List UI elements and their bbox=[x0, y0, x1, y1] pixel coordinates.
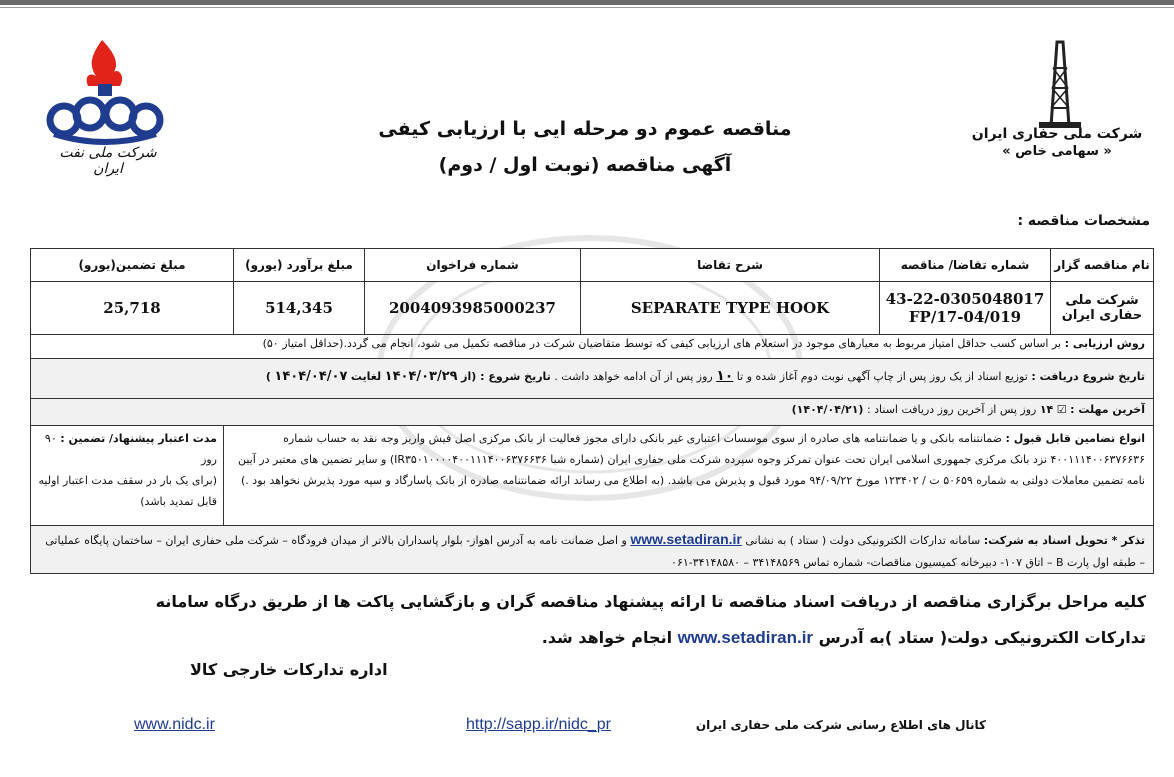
spec-label: مشخصات مناقصه : bbox=[1017, 213, 1150, 229]
guarantee-text: ضمانتنامه بانکی و یا ضمانتنامه های صادره از سوی موسسات اعتباری غیر بانکی دارای مجوز فعالیت از بانک مرکزی اصل فیش واریز وجه نقد به حساب شماره ۴۰۰۱۱۱۴۰۰۶۳۷۶۶۳۶ نزد بانک مرکزی جمهوری اسلامی ایران تحت عنوان تمرکز وجوه سپرده شرکت ملی حفاری ایران (شماره شبا IR۳۵۰۱۰۰۰۰۴۰۰۱۱۱۴۰۰۶۳۷۶۶۳۶) و سایر تضمین های معتبر در آیین نامه تضمین معاملات دولتی به شماره ۵۰۶۵۹ ت / ۱۲۳۴۰۲ مورخ ۹۴/۰۹/۲۲ مورد قبول و پذیرش می باشد. (به اطلاع می رساند ارائه ضمانتنامه صادره از بانک پاسارگاد و سپه مورد پذیرش نخواهد بود .) bbox=[237, 432, 1145, 487]
nidc-name: شرکت ملی حفاری ایران bbox=[971, 126, 1143, 142]
nioc-name: شرکت ملی نفت ایران bbox=[59, 145, 157, 177]
deadline-text: روز پس از آخرین روز دریافت اسناد : bbox=[866, 403, 1037, 416]
validity-note: (برای یک بار در سقف مدت اعتبار اولیه قابل تمدید باشد) bbox=[38, 474, 217, 508]
guarantee-types bbox=[224, 426, 1153, 525]
top-border bbox=[0, 0, 1174, 5]
deadline-value: ۱۴ bbox=[1039, 403, 1054, 416]
nidc-name-block bbox=[962, 126, 1152, 159]
channel-label: کانال های اطلاع رسانی شرکت ملی حفاری ایران bbox=[695, 718, 986, 732]
validity-value: ۹۰ روز bbox=[44, 432, 217, 466]
receipt-start-date: ۱۴۰۴/۰۳/۲۹ bbox=[384, 369, 458, 384]
footer-line-2a: تدارکات الکترونیکی دولت( ستاد )به آدرس bbox=[818, 628, 1146, 647]
receipt-row bbox=[30, 359, 1154, 399]
evaluation-label: روش ارزیابی : bbox=[1064, 337, 1145, 350]
footer-line-2 bbox=[146, 620, 1146, 656]
page-title: مناقصه عموم دو مرحله ایی با ارزیابی کیفی bbox=[378, 118, 792, 140]
receipt-close: ) bbox=[265, 370, 271, 383]
cell-description: SEPARATE TYPE HOOK bbox=[581, 282, 880, 335]
guarantee-row bbox=[30, 426, 1154, 526]
note-text-a: سامانه تدارکات الکترونیکی دولت ( ستاد ) به نشانی bbox=[745, 534, 981, 547]
cell-request-no bbox=[880, 282, 1051, 335]
footer-setad-link[interactable]: www.setadiran.ir bbox=[677, 628, 814, 647]
col-description: شرح تقاضا bbox=[581, 249, 880, 282]
nidc-website-link[interactable]: www.nidc.ir bbox=[134, 716, 215, 733]
note-label: تذکر * تحویل اسناد به شرکت: bbox=[983, 534, 1145, 547]
cell-org: شرکت ملی حفاری ایران bbox=[1051, 282, 1154, 335]
receipt-text-b: روز پس از آن ادامه خواهد داشت . bbox=[554, 370, 713, 383]
col-call-no: شماره فراخوان bbox=[365, 249, 581, 282]
request-no-2: FP/17-04/019 bbox=[908, 308, 1022, 326]
receipt-days: ۱۰ bbox=[716, 368, 734, 384]
cell-call-no: 2004093985000237 bbox=[365, 282, 581, 335]
spec-table-header-row bbox=[31, 249, 1154, 282]
guarantee-label: انواع تضامین قابل قبول : bbox=[1005, 432, 1145, 445]
deadline-label: آخرین مهلت : bbox=[1070, 403, 1145, 416]
col-request-no: شماره تقاضا/ مناقصه bbox=[880, 249, 1051, 282]
receipt-label: تاریخ شروع دریافت : bbox=[1031, 370, 1145, 383]
spec-table bbox=[30, 248, 1154, 335]
receipt-until-label: لغایت bbox=[350, 370, 382, 383]
receipt-text-a: توزیع اسناد از یک روز پس از چاپ آگهی نوبت دوم آغاز شده و تا bbox=[736, 370, 1028, 383]
footer-line-2b: انجام خواهد شد. bbox=[541, 628, 673, 647]
footer-line-1: کلیه مراحل برگزاری مناقصه از دریافت اسناد مناقصه تا ارائه پیشنهاد مناقصه گران و بازگشایی پاکت ها از طریق درگاه سامانه bbox=[155, 592, 1146, 611]
top-border-thin bbox=[0, 7, 1174, 8]
validity-label: مدت اعتبار پیشنهاد/ تضمین : bbox=[60, 432, 217, 445]
cell-estimate: 514,345 bbox=[234, 282, 365, 335]
table-row bbox=[31, 282, 1154, 335]
cell-guarantee: 25,718 bbox=[31, 282, 234, 335]
validity-cell bbox=[31, 426, 224, 525]
col-guarantee: مبلغ تضمین(یورو) bbox=[31, 249, 234, 282]
nidc-type: « سهامی خاص » bbox=[1002, 144, 1112, 159]
col-org: نام مناقصه گزار bbox=[1051, 249, 1154, 282]
sapp-channel-link[interactable]: http://sapp.ir/nidc_pr bbox=[466, 716, 611, 733]
note-row bbox=[30, 526, 1154, 574]
request-no-1: 43-22-0305048017 bbox=[885, 290, 1045, 308]
note-url-link[interactable]: www.setadiran.ir bbox=[630, 531, 742, 547]
department-name: اداره تدارکات خارجی کالا bbox=[190, 660, 388, 679]
note-text-b: و اصل ضمانت نامه به آدرس اهواز- بلوار پاسداران بالاتر از میدان فرودگاه – شرکت ملی حفاری ایران – ساختمان پایگاه عملیاتی – طبقه اول پارت B – اتاق ۱۰۷- دبیرخانه کمیسیون مناقصات- شماره تماس ۳۴۱۴۸۵۶۹ – ۳۴۱۴۸۵۸۰-۰۶۱ bbox=[45, 534, 1145, 569]
deadline-date: (۱۴۰۴/۰۴/۲۱) bbox=[791, 403, 864, 416]
page-subtitle: آگهی مناقصه (نوبت اول / دوم) bbox=[438, 154, 732, 176]
header-titles bbox=[300, 118, 870, 176]
receipt-start-label: تاریخ شروع : (از bbox=[461, 370, 551, 383]
footer-announcement bbox=[146, 584, 1146, 656]
evaluation-row bbox=[30, 333, 1154, 359]
col-estimate: مبلغ برآورد (یورو) bbox=[234, 249, 365, 282]
evaluation-text: بر اساس کسب حداقل امتیاز مربوط به معیارهای موجود در استعلام های ارزیابی کیفی که توسط متقاضیان شرکت در مناقصه تکمیل می شود، انجام می گردد.(حداقل امتیاز ۵۰) bbox=[262, 337, 1062, 350]
receipt-end-date: ۱۴۰۴/۰۴/۰۷ bbox=[274, 369, 348, 384]
deadline-row bbox=[30, 399, 1154, 426]
checkbox-icon: ☑ bbox=[1056, 403, 1067, 416]
